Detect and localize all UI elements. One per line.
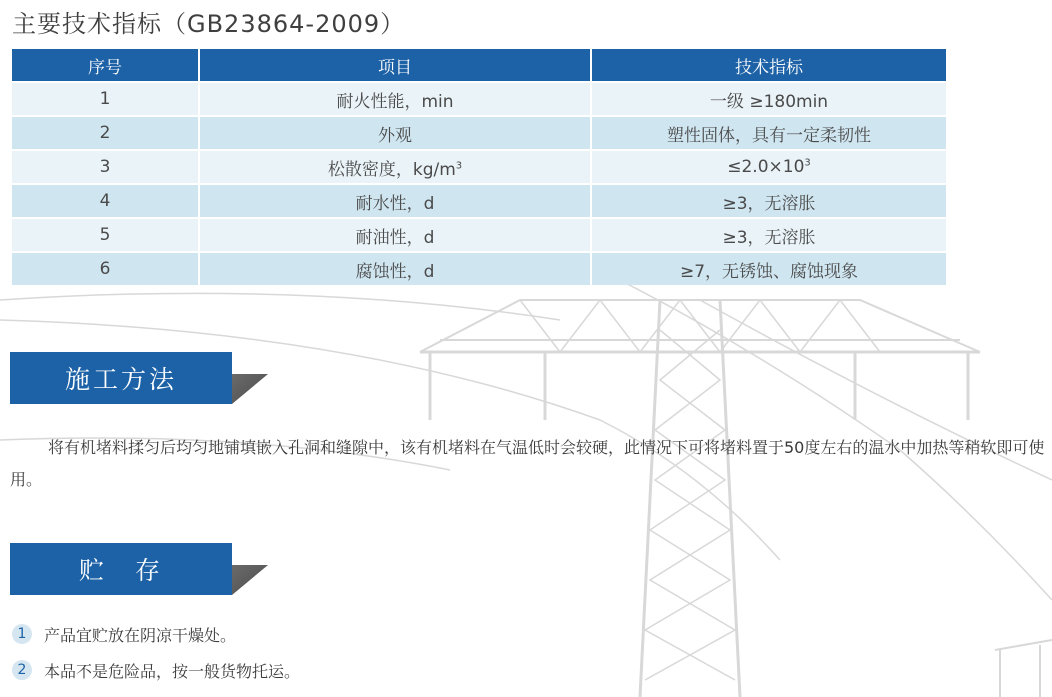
column-header-index: 序号 [12,49,200,81]
row-item: 腐蚀性，d [200,251,592,285]
row-index: 2 [12,115,200,149]
column-header-value: 技术指标 [592,49,946,81]
row-value-superscript: 3 [804,157,811,169]
row-value: ≥7，无锈蚀、腐蚀现象 [592,251,946,285]
row-item [200,149,592,183]
row-item-superscript: 3 [455,159,463,171]
row-item: 外观 [200,115,592,149]
table-header-row [12,49,946,81]
row-value-text: ≤2.0×10 [727,157,805,177]
row-value: 塑性固体，具有一定柔韧性 [592,115,946,149]
list-item [12,657,300,683]
row-item: 耐火性能，min [200,81,592,115]
row-item: 耐水性，d [200,183,592,217]
construction-heading: 施工方法 [10,352,232,404]
row-index: 6 [12,251,200,285]
row-value: ≥3，无溶胀 [592,217,946,251]
table-row [12,115,946,149]
table-row [12,149,946,183]
row-value [592,149,946,183]
row-index: 5 [12,217,200,251]
spec-table [12,49,946,285]
table-row [12,183,946,217]
list-number-badge: 2 [12,660,32,680]
row-index: 1 [12,81,200,115]
row-value: 一级 ≥180min [592,81,946,115]
table-row [12,251,946,285]
list-item-text: 本品不是危险品，按一般货物托运。 [44,661,301,681]
list-number-badge: 1 [12,624,32,644]
row-item: 耐油性，d [200,217,592,251]
construction-section-banner [10,352,262,404]
row-value: ≥3，无溶胀 [592,183,946,217]
page-title: 主要技术指标（GB23864-2009） [12,10,406,38]
construction-text: 将有机堵料揉匀后均匀地铺填嵌入孔洞和缝隙中，该有机堵料在气温低时会较硬，此情况下可将堵料置于50度左右的温水中加热等稍软即可使用。 [10,438,1045,489]
storage-heading: 贮 存 [10,543,232,595]
table-row [12,217,946,251]
table-row [12,81,946,115]
storage-section-banner [10,543,262,595]
list-item-text: 产品宜贮放在阴凉干燥处。 [44,625,237,645]
list-item [12,621,236,647]
column-header-item: 项目 [200,49,592,81]
row-index: 3 [12,149,200,183]
row-index: 4 [12,183,200,217]
row-item-text: 松散密度，kg/m [327,159,456,180]
